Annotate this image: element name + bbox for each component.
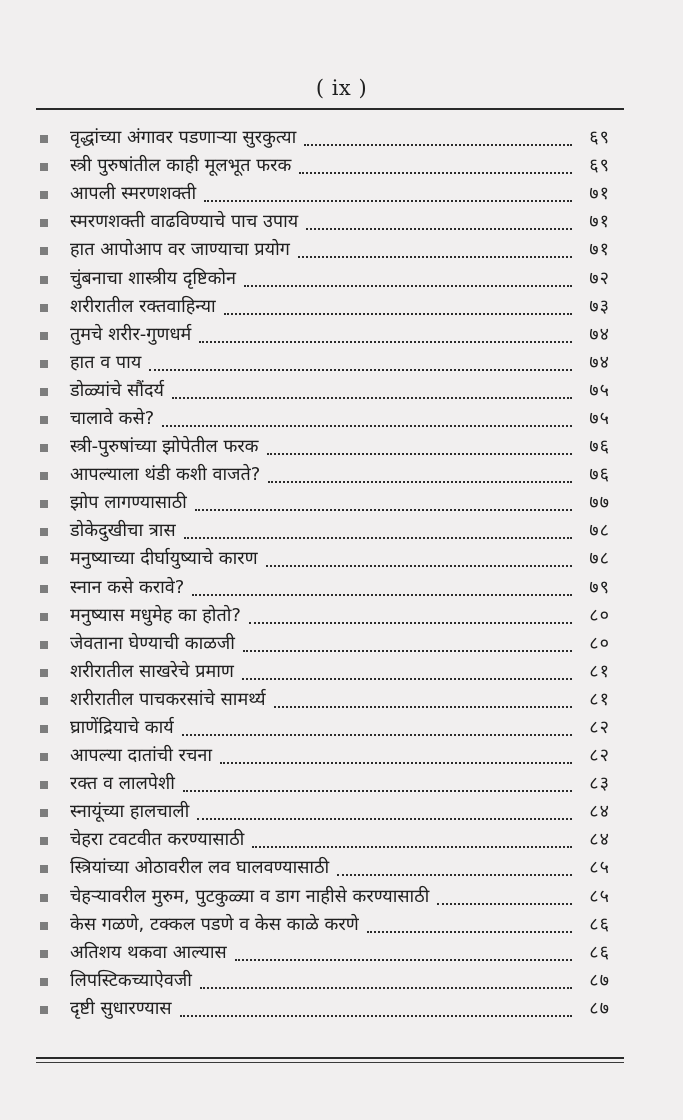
- toc-entry-title: आपल्या दातांची रचना: [70, 745, 213, 767]
- toc-entry: [40, 517, 610, 545]
- toc-entry-title: अतिशय थकवा आल्यास: [70, 941, 227, 963]
- toc-entry-page: ८५: [589, 885, 610, 907]
- dot-leader: [172, 397, 572, 399]
- toc-entry-title: चुंबनाचा शास्त्रीय दृष्टिकोन: [70, 267, 237, 289]
- toc-entry: [40, 911, 610, 939]
- toc-entry-page: ८०: [589, 604, 610, 626]
- toc-entry-title: लिपस्टिकच्याऐवजी: [70, 969, 192, 991]
- dot-leader: [180, 1015, 572, 1017]
- dot-leader: [183, 790, 572, 792]
- dot-leader: [298, 256, 572, 258]
- toc-entry-title: मनुष्यास मधुमेह का होतो?: [70, 604, 241, 626]
- dot-leader: [266, 565, 572, 567]
- dot-leader: [192, 594, 572, 596]
- toc-entry-title: शरीरातील पाचकरसांचे सामर्थ्य: [70, 688, 266, 710]
- toc-entry-page: ८२: [589, 745, 610, 767]
- square-bullet-icon: [40, 528, 48, 536]
- toc-entry: [40, 180, 610, 208]
- toc-entry: [40, 405, 610, 433]
- toc-entry-title: स्त्री-पुरुषांच्या झोपेतील फरक: [70, 436, 259, 458]
- dot-leader: [149, 369, 572, 371]
- toc-entry: [40, 349, 610, 377]
- page-number: ( ix ): [315, 76, 368, 100]
- toc-entry-title: रक्त व लालपेशी: [70, 773, 175, 795]
- toc-entry: [40, 264, 610, 292]
- dot-leader: [437, 903, 572, 905]
- square-bullet-icon: [40, 472, 48, 480]
- top-rule: [36, 108, 624, 110]
- toc-entry-title: स्मरणशक्ती वाढविण्याचे पाच उपाय: [70, 211, 299, 233]
- toc-entry-page: ७८: [589, 548, 610, 570]
- toc-entry-page: ६९: [589, 155, 610, 177]
- toc-entry-title: स्त्रियांच्या ओठावरील लव घालवण्यासाठी: [70, 857, 330, 879]
- toc-entry: [40, 377, 610, 405]
- toc-entry-title: डोळ्यांचे सौंदर्य: [70, 379, 164, 401]
- dot-leader: [199, 341, 572, 343]
- dot-leader: [367, 931, 572, 933]
- toc-entry-page: ७५: [589, 407, 610, 429]
- square-bullet-icon: [40, 500, 48, 508]
- toc-entry: [40, 602, 610, 630]
- toc-entry: [40, 574, 610, 602]
- toc-entry-page: ७२: [589, 267, 610, 289]
- square-bullet-icon: [40, 1006, 48, 1014]
- square-bullet-icon: [40, 837, 48, 845]
- toc-entry-title: आपली स्मरणशक्ती: [70, 183, 197, 205]
- square-bullet-icon: [40, 556, 48, 564]
- toc-entry-page: ८१: [589, 688, 610, 710]
- toc-entry: [40, 798, 610, 826]
- toc-entry: [40, 124, 610, 152]
- toc-entry-page: ८७: [589, 969, 610, 991]
- dot-leader: [267, 453, 572, 455]
- dot-leader: [204, 200, 572, 202]
- dot-leader: [162, 425, 572, 427]
- toc-entry-title: चेहऱ्यावरील मुरुम, पुटकुळ्या व डाग नाहीसे करण्यासाठी: [70, 885, 430, 907]
- toc-entry-page: ७६: [589, 464, 610, 486]
- toc-entry-title: चेहरा टवटवीत करण्यासाठी: [70, 829, 245, 851]
- toc-entry-title: शरीरातील साखरेचे प्रमाण: [70, 660, 234, 682]
- toc-entry-page: ७४: [589, 323, 610, 345]
- square-bullet-icon: [40, 641, 48, 649]
- toc-entry: [40, 293, 610, 321]
- square-bullet-icon: [40, 416, 48, 424]
- toc-entry: [40, 967, 610, 995]
- toc-entry-page: ८७: [589, 997, 610, 1019]
- toc-entry-title: शरीरातील रक्तवाहिन्या: [70, 295, 216, 317]
- dot-leader: [274, 706, 572, 708]
- dot-leader: [244, 285, 572, 287]
- toc-entry: [40, 770, 610, 798]
- square-bullet-icon: [40, 753, 48, 761]
- square-bullet-icon: [40, 360, 48, 368]
- square-bullet-icon: [40, 978, 48, 986]
- toc-entry: [40, 545, 610, 573]
- toc-entry: [40, 321, 610, 349]
- toc-entry-title: स्नान कसे करावे?: [70, 576, 185, 598]
- dot-leader: [197, 818, 572, 820]
- bottom-rule-thin: [36, 1062, 624, 1063]
- dot-leader: [337, 874, 572, 876]
- square-bullet-icon: [40, 163, 48, 171]
- square-bullet-icon: [40, 585, 48, 593]
- toc-entry-page: ७३: [589, 295, 610, 317]
- square-bullet-icon: [40, 191, 48, 199]
- toc-entry-page: ८०: [589, 632, 610, 654]
- toc-entry-title: आपल्याला थंडी कशी वाजते?: [70, 464, 261, 486]
- toc-entry-title: वृद्धांच्या अंगावर पडणाऱ्या सुरकुत्या: [70, 127, 297, 149]
- toc-entry-page: ७१: [589, 211, 610, 233]
- toc-entry-title: तुमचे शरीर-गुणधर्म: [70, 323, 192, 345]
- toc-entry-title: दृष्टी सुधारण्यास: [70, 997, 172, 1019]
- square-bullet-icon: [40, 247, 48, 255]
- toc-entry-page: ७७: [589, 492, 610, 514]
- square-bullet-icon: [40, 219, 48, 227]
- toc-entry-title: चालावे कसे?: [70, 407, 155, 429]
- toc-entry: [40, 826, 610, 854]
- toc-entry-page: ७१: [589, 183, 610, 205]
- toc-entry-page: ७४: [589, 351, 610, 373]
- toc-entry-page: ७९: [589, 576, 610, 598]
- toc-entry-page: ८२: [589, 717, 610, 739]
- toc-entry: [40, 995, 610, 1023]
- toc-entry-page: ८५: [589, 857, 610, 879]
- square-bullet-icon: [40, 922, 48, 930]
- toc-entry-page: ८६: [589, 913, 610, 935]
- toc-entry-title: डोकेदुखीचा त्रास: [70, 520, 176, 542]
- square-bullet-icon: [40, 135, 48, 143]
- square-bullet-icon: [40, 276, 48, 284]
- square-bullet-icon: [40, 725, 48, 733]
- toc-entry-title: हात व पाय: [70, 351, 142, 373]
- dot-leader: [243, 650, 572, 652]
- dot-leader: [306, 228, 572, 230]
- table-of-contents: [40, 124, 610, 1023]
- square-bullet-icon: [40, 894, 48, 902]
- dot-leader: [182, 734, 572, 736]
- toc-entry-page: ७६: [589, 436, 610, 458]
- dot-leader: [268, 481, 572, 483]
- dot-leader: [224, 313, 572, 315]
- toc-entry: [40, 883, 610, 911]
- dot-leader: [249, 622, 572, 624]
- dot-leader: [195, 509, 572, 511]
- toc-entry-title: स्नायूंच्या हालचाली: [70, 801, 190, 823]
- toc-entry-page: ७५: [589, 379, 610, 401]
- toc-entry: [40, 854, 610, 882]
- toc-entry: [40, 208, 610, 236]
- square-bullet-icon: [40, 809, 48, 817]
- toc-entry: [40, 489, 610, 517]
- toc-entry: [40, 714, 610, 742]
- toc-entry: [40, 686, 610, 714]
- dot-leader: [242, 678, 572, 680]
- square-bullet-icon: [40, 950, 48, 958]
- toc-entry: [40, 658, 610, 686]
- toc-entry-title: जेवताना घेण्याची काळजी: [70, 632, 235, 654]
- square-bullet-icon: [40, 697, 48, 705]
- dot-leader: [304, 144, 572, 146]
- toc-entry: [40, 433, 610, 461]
- toc-entry-title: मनुष्याच्या दीर्घायुष्याचे कारण: [70, 548, 258, 570]
- toc-entry-title: केस गळणे, टक्कल पडणे व केस काळे करणे: [70, 913, 359, 935]
- square-bullet-icon: [40, 444, 48, 452]
- square-bullet-icon: [40, 388, 48, 396]
- toc-entry-page: ८४: [589, 829, 610, 851]
- dot-leader: [252, 846, 572, 848]
- toc-entry: [40, 152, 610, 180]
- toc-entry: [40, 630, 610, 658]
- toc-entry-page: ८१: [589, 660, 610, 682]
- toc-entry-page: ८३: [589, 773, 610, 795]
- dot-leader: [184, 537, 572, 539]
- toc-entry-page: ८४: [589, 801, 610, 823]
- square-bullet-icon: [40, 332, 48, 340]
- toc-entry-title: हात आपोआप वर जाण्याचा प्रयोग: [70, 239, 290, 261]
- toc-entry-title: घ्राणेंद्रियाचे कार्य: [70, 717, 174, 739]
- toc-entry-title: झोप लागण्यासाठी: [70, 492, 187, 514]
- toc-entry: [40, 236, 610, 264]
- dot-leader: [220, 762, 572, 764]
- bottom-rule: [36, 1057, 624, 1059]
- square-bullet-icon: [40, 669, 48, 677]
- toc-entry-page: ६९: [589, 127, 610, 149]
- dot-leader: [299, 172, 572, 174]
- dot-leader: [235, 959, 572, 961]
- toc-entry: [40, 939, 610, 967]
- square-bullet-icon: [40, 781, 48, 789]
- toc-entry-page: ८६: [589, 941, 610, 963]
- square-bullet-icon: [40, 613, 48, 621]
- square-bullet-icon: [40, 865, 48, 873]
- toc-entry: [40, 742, 610, 770]
- toc-entry: [40, 461, 610, 489]
- toc-entry-title: स्त्री पुरुषांतील काही मूलभूत फरक: [70, 155, 292, 177]
- toc-entry-page: ७१: [589, 239, 610, 261]
- square-bullet-icon: [40, 304, 48, 312]
- dot-leader: [200, 987, 572, 989]
- toc-entry-page: ७८: [589, 520, 610, 542]
